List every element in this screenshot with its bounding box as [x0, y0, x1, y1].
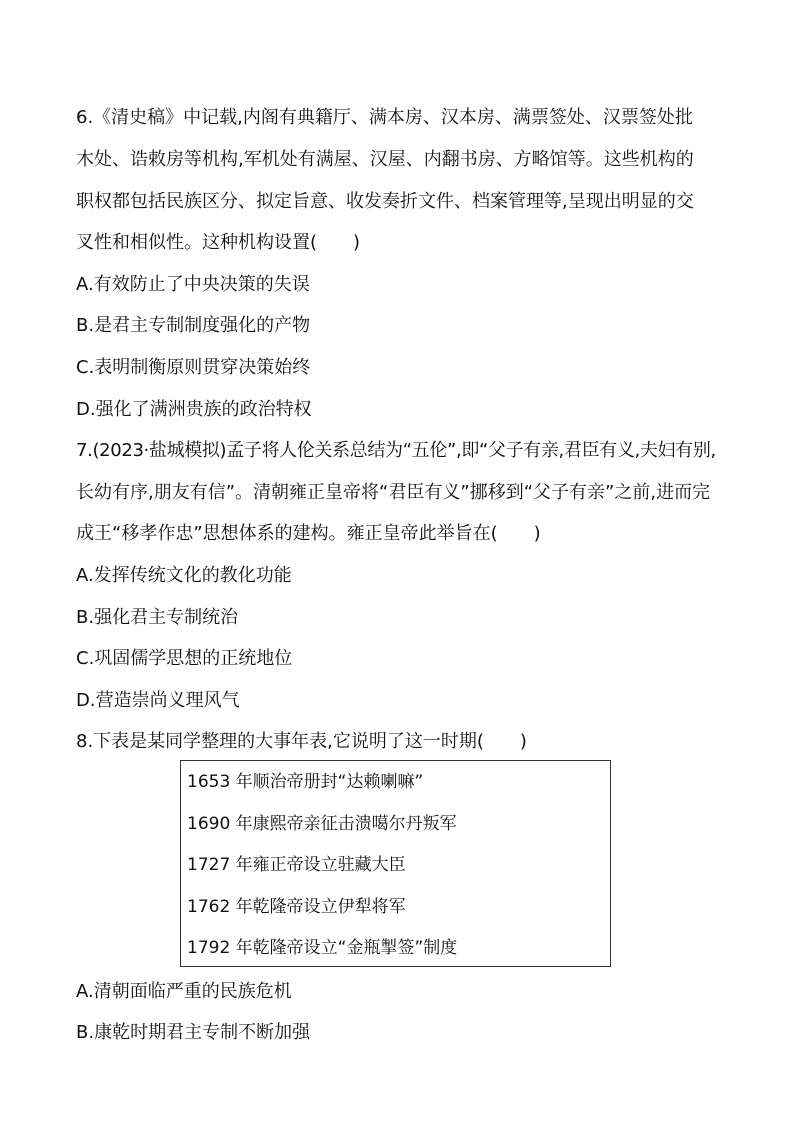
- table-row: 1690 年康熙帝亲征击溃噶尔丹叛军: [187, 814, 457, 834]
- question-8-option-b: B.康乾时期君主专制不断加强: [76, 1022, 311, 1043]
- table-row: 1762 年乾隆帝设立伊犁将军: [187, 897, 406, 917]
- question-7-stem-line-2: 长幼有序,朋友有信”。清朝雍正皇帝将“君臣有义”挪移到“父子有亲”之前,进而完: [76, 482, 711, 503]
- question-6-stem-line-4: 叉性和相似性。这种机构设置( ): [76, 232, 361, 253]
- events-table: [180, 760, 611, 967]
- question-6-stem-line-2: 木处、诰敕房等机构,军机处有满屋、汉屋、内翻书房、方略馆等。这些机构的: [76, 149, 694, 170]
- question-7-option-d: D.营造崇尚义理风气: [76, 690, 240, 711]
- question-6-stem-line-1: 6.《清史稿》中记载,内阁有典籍厅、满本房、汉本房、满票签处、汉票签处批: [76, 107, 693, 128]
- question-7-stem-line-3: 成王“移孝作忠”思想体系的建构。雍正皇帝此举旨在( ): [76, 523, 541, 544]
- question-8-stem: 8.下表是某同学整理的大事年表,它说明了这一时期( ): [76, 731, 527, 752]
- question-8-option-a: A.清朝面临严重的民族危机: [76, 981, 292, 1002]
- question-6-stem-line-3: 职权都包括民族区分、拟定旨意、收发奏折文件、档案管理等,呈现出明显的交: [76, 191, 694, 212]
- table-row: 1653 年顺治帝册封“达赖喇嘛”: [187, 772, 424, 792]
- question-7-option-c: C.巩固儒学思想的正统地位: [76, 648, 293, 669]
- question-6-option-c: C.表明制衡原则贯穿决策始终: [76, 357, 311, 378]
- question-6-option-d: D.强化了满洲贵族的政治特权: [76, 399, 312, 420]
- question-7-option-a: A.发挥传统文化的教化功能: [76, 565, 292, 586]
- question-7-option-b: B.强化君主专制统治: [76, 607, 239, 628]
- table-row: 1727 年雍正帝设立驻藏大臣: [187, 855, 406, 875]
- question-6-option-b: B.是君主专制制度强化的产物: [76, 315, 311, 336]
- question-6-option-a: A.有效防止了中央决策的失误: [76, 274, 310, 295]
- table-row: 1792 年乾隆帝设立“金瓶掣签”制度: [187, 938, 458, 958]
- question-7-stem-line-1: 7.(2023·盐城模拟)孟子将人伦关系总结为“五伦”,即“父子有亲,君臣有义,夫妇有别,: [76, 440, 716, 461]
